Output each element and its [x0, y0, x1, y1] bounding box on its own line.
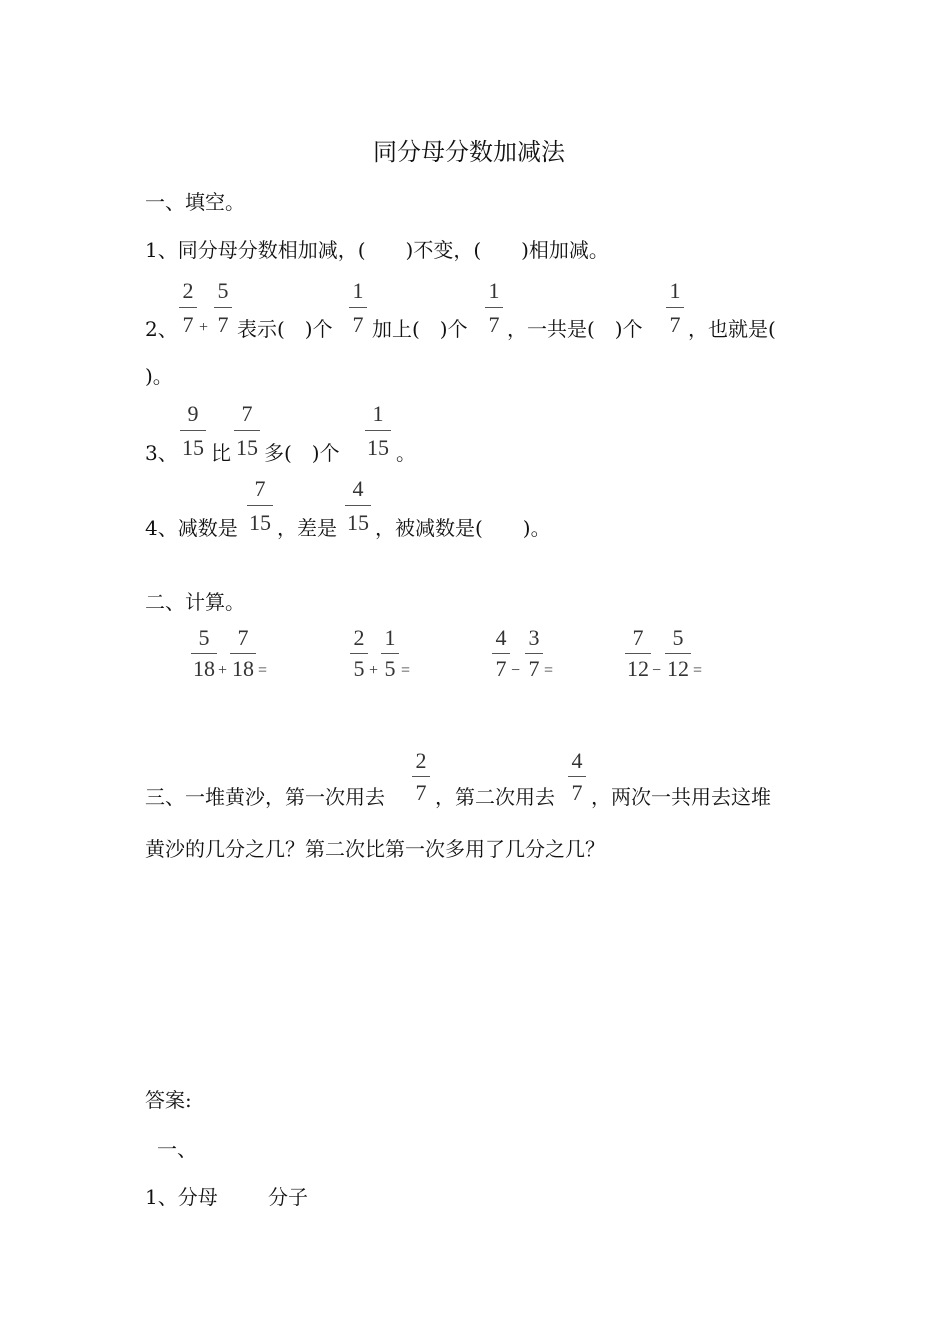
- q3-f1-den: 15: [182, 435, 204, 460]
- q4-f1-num: 7: [254, 476, 266, 501]
- q4-f2-num: 4: [352, 476, 364, 501]
- q2-f1-num: 2: [182, 278, 194, 303]
- s3-f2-num: 4: [571, 748, 583, 773]
- fraction-bar: [381, 653, 399, 654]
- q2-f4-num: 1: [488, 278, 500, 303]
- q2-f1-den: 7: [182, 312, 194, 337]
- answer-1-second: 分子: [268, 1185, 308, 1209]
- q2-t1: 表示( )个: [237, 317, 333, 341]
- q4-t3: ，被减数是( )。: [375, 516, 551, 540]
- q2-f3-num: 1: [352, 278, 364, 303]
- s3-f1-den: 7: [415, 780, 427, 805]
- answer-1-prefix: 1、分母: [145, 1185, 218, 1209]
- question-1: 1、同分母分数相加减，( )不变，( )相加减。: [145, 238, 609, 262]
- q2-f3-den: 7: [352, 312, 364, 337]
- q2-t3: ，一共是( )个: [507, 317, 643, 341]
- fraction-bar: [485, 307, 503, 308]
- q2-f2-num: 5: [217, 278, 229, 303]
- calc4-op: −: [652, 662, 662, 679]
- fraction-bar: [665, 653, 691, 654]
- fraction-bar: [230, 653, 256, 654]
- fraction-bar: [179, 307, 197, 308]
- fraction-bar: [349, 307, 367, 308]
- calc4-b-num: 5: [672, 625, 684, 650]
- calc2-b-num: 1: [384, 625, 396, 650]
- s3-t1: 三、一堆黄沙，第一次用去: [145, 785, 385, 809]
- calc1-b-num: 7: [237, 625, 249, 650]
- s3-t2: ，第二次用去: [435, 785, 555, 809]
- calc4-eq: =: [693, 662, 703, 679]
- answers-heading: 答案:: [145, 1088, 192, 1112]
- q3-t2: 多( )个: [264, 441, 340, 465]
- section2-heading: 二、计算。: [145, 590, 245, 614]
- section1-heading: 一、填空。: [145, 190, 245, 214]
- fraction-bar: [625, 653, 651, 654]
- s3-f1-num: 2: [415, 748, 427, 773]
- answers-part1: 一、: [157, 1137, 197, 1161]
- fraction-bar: [345, 505, 371, 506]
- calc2-b-den: 5: [384, 656, 396, 681]
- calc4-a-num: 7: [632, 625, 644, 650]
- fraction-bar: [350, 653, 368, 654]
- q2-f2-den: 7: [217, 312, 229, 337]
- q2-f4-den: 7: [488, 312, 500, 337]
- calc3-a-den: 7: [495, 656, 507, 681]
- fraction-bar: [666, 307, 684, 308]
- q2-prefix: 2、: [145, 317, 178, 341]
- calc3-eq: =: [544, 662, 554, 679]
- calc3-a-num: 4: [495, 625, 507, 650]
- calc4-b-den: 12: [667, 656, 689, 681]
- q4-f1-den: 15: [249, 510, 271, 535]
- calc2-op: +: [369, 662, 379, 679]
- q3-prefix: 3、: [145, 441, 178, 465]
- q3-f2-den: 15: [236, 435, 258, 460]
- q2-op: +: [199, 319, 209, 336]
- q3-f3-num: 1: [372, 401, 384, 426]
- fraction-bar: [247, 505, 273, 506]
- calc3-b-den: 7: [528, 656, 540, 681]
- calc3-op: −: [511, 662, 521, 679]
- fraction-bar: [191, 653, 217, 654]
- fraction-bar: [365, 430, 391, 431]
- calc2-a-den: 5: [353, 656, 365, 681]
- q3-t3: 。: [396, 441, 416, 465]
- fraction-bar: [234, 430, 260, 431]
- calc1-b-den: 18: [232, 656, 254, 681]
- q2-t4: ，也就是(: [688, 317, 776, 341]
- s3-t3: ，两次一共用去这堆: [591, 785, 771, 809]
- calc2-a-num: 2: [353, 625, 365, 650]
- q4-t1: 4、减数是: [145, 516, 238, 540]
- calc1-a-num: 5: [198, 625, 210, 650]
- q4-f2-den: 15: [347, 510, 369, 535]
- calc1-a-den: 18: [193, 656, 215, 681]
- q3-f2-num: 7: [241, 401, 253, 426]
- calc1-op: +: [218, 662, 228, 679]
- calc1-eq: =: [258, 662, 268, 679]
- q2-f5-num: 1: [669, 278, 681, 303]
- q4-t2: ，差是: [277, 516, 337, 540]
- s3-line2: 黄沙的几分之几？第二次比第一次多用了几分之几？: [145, 837, 605, 861]
- s3-f2-den: 7: [571, 780, 583, 805]
- fraction-bar: [568, 776, 586, 777]
- fraction-bar: [525, 653, 543, 654]
- q3-f1-num: 9: [187, 401, 199, 426]
- calc2-eq: =: [401, 662, 411, 679]
- q2-f5-den: 7: [669, 312, 681, 337]
- q2-t5: )。: [145, 364, 173, 388]
- q2-t2: 加上( )个: [372, 317, 468, 341]
- fraction-bar: [214, 307, 232, 308]
- fraction-bar: [180, 430, 206, 431]
- fraction-bar: [412, 776, 430, 777]
- page-title: 同分母分数加减法: [373, 138, 565, 166]
- calc4-a-den: 12: [627, 656, 649, 681]
- q3-t1: 比: [211, 441, 231, 465]
- fraction-bar: [492, 653, 510, 654]
- calc3-b-num: 3: [528, 625, 540, 650]
- q3-f3-den: 15: [367, 435, 389, 460]
